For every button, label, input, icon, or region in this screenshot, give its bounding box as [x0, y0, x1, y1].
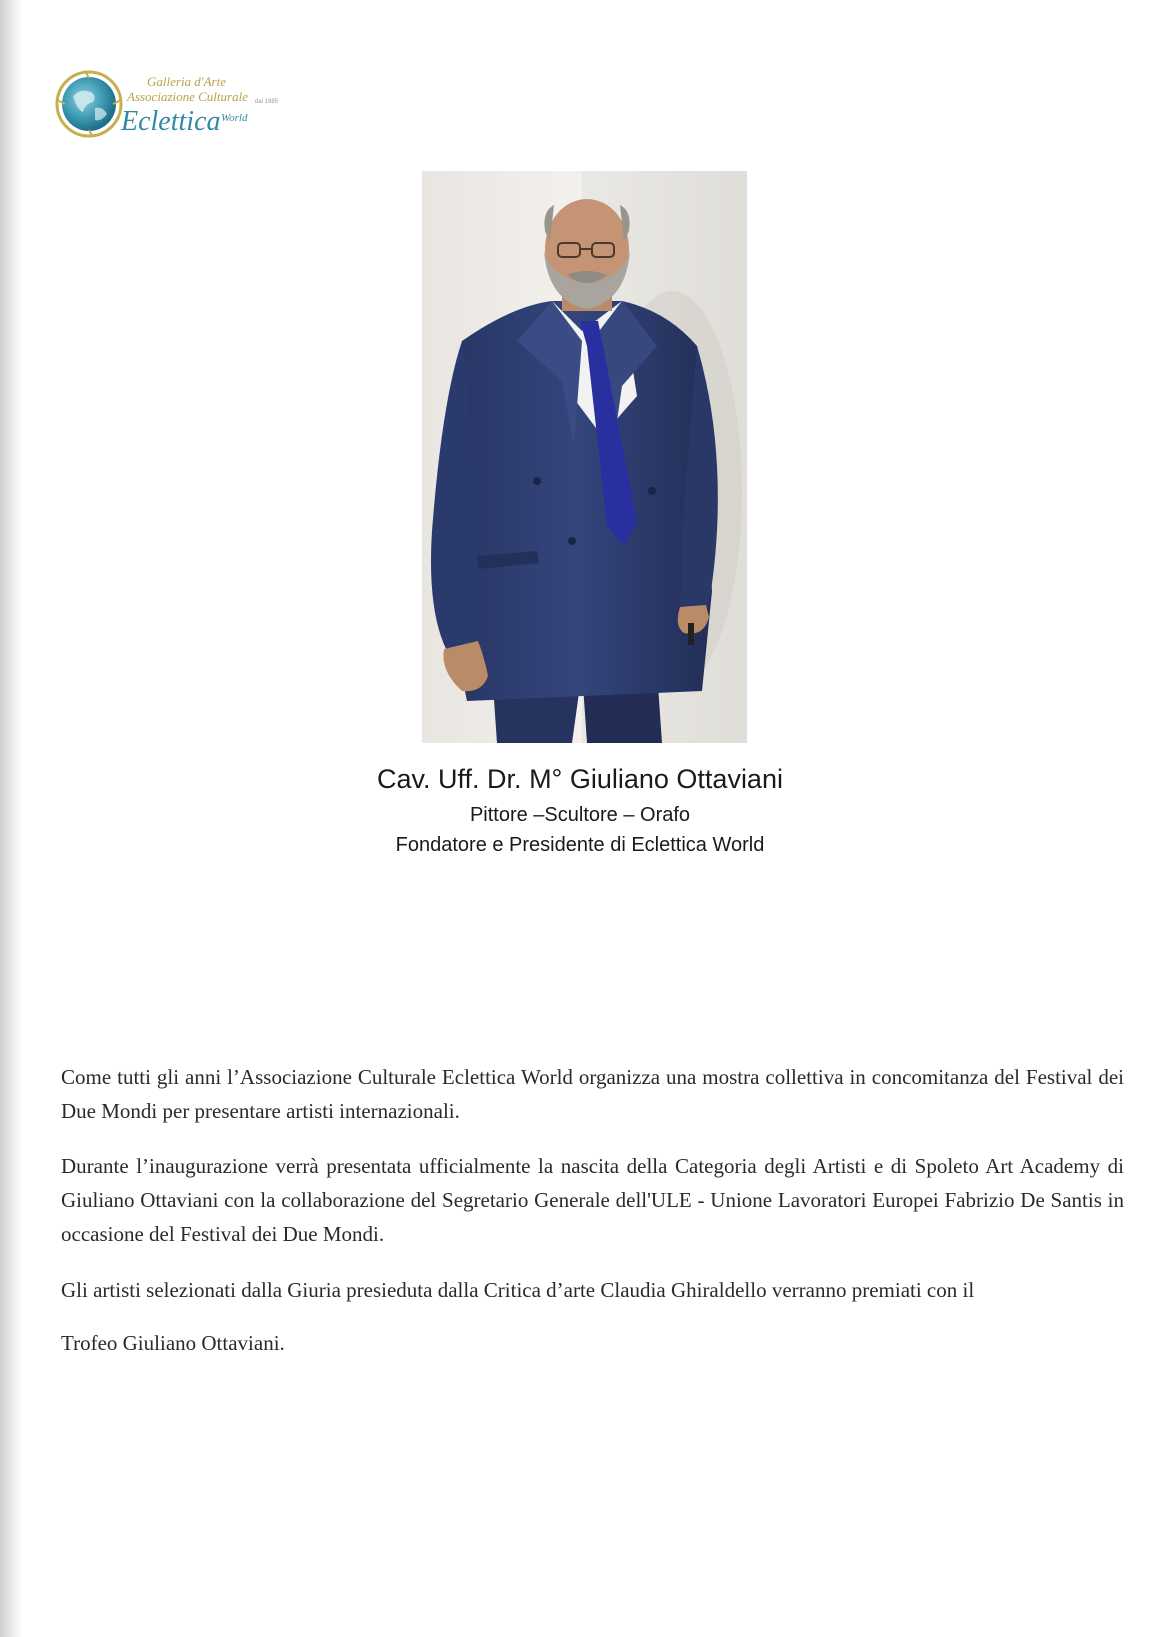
- paragraph-inauguration: Durante l’inaugurazione verrà presentata ufficialmente la nascita della Categoria degli Artisti e di Spoleto Art Academy di Giuliano Ottaviani con la collaborazione del Segretario Generale dell'ULE - Unione Lavoratori Europei Fabrizio De Santis in occasione del Festival dei Due Mondi.: [61, 1154, 1124, 1246]
- person-title: Fondatore e Presidente di Eclettica World: [395, 834, 765, 856]
- portrait-illustration: [422, 171, 747, 743]
- logo-since-text: dal 1985: [255, 99, 279, 105]
- paragraph-jury: Gli artisti selezionati dalla Giuria presieduta dalla Critica d’arte Claudia Ghiraldello verranno premiati con il: [61, 1278, 975, 1302]
- paragraph-trophy: Trofeo Giuliano Ottaviani.: [61, 1331, 285, 1355]
- globe-emblem-icon: [55, 70, 123, 138]
- paragraph-exhibition: Come tutti gli anni l’Associazione Culturale Eclettica World organizza una mostra collettiva in concomitanza del Festival dei Due Mondi per presentare artisti internazionali.: [61, 1065, 1124, 1123]
- logo-gallery-text: Galleria d'Arte: [147, 74, 226, 89]
- eclettica-world-logo: [55, 68, 279, 146]
- logo-brand-suffix: World: [221, 112, 248, 124]
- portrait-photo: [422, 171, 747, 743]
- person-roles: Pittore –Scultore – Orafo: [469, 804, 691, 826]
- logo-brand-name: Eclettica: [121, 106, 221, 137]
- logo-association-text: Associazione Culturale: [127, 89, 248, 104]
- person-name-heading: Cav. Uff. Dr. M° Giuliano Ottaviani: [377, 764, 783, 794]
